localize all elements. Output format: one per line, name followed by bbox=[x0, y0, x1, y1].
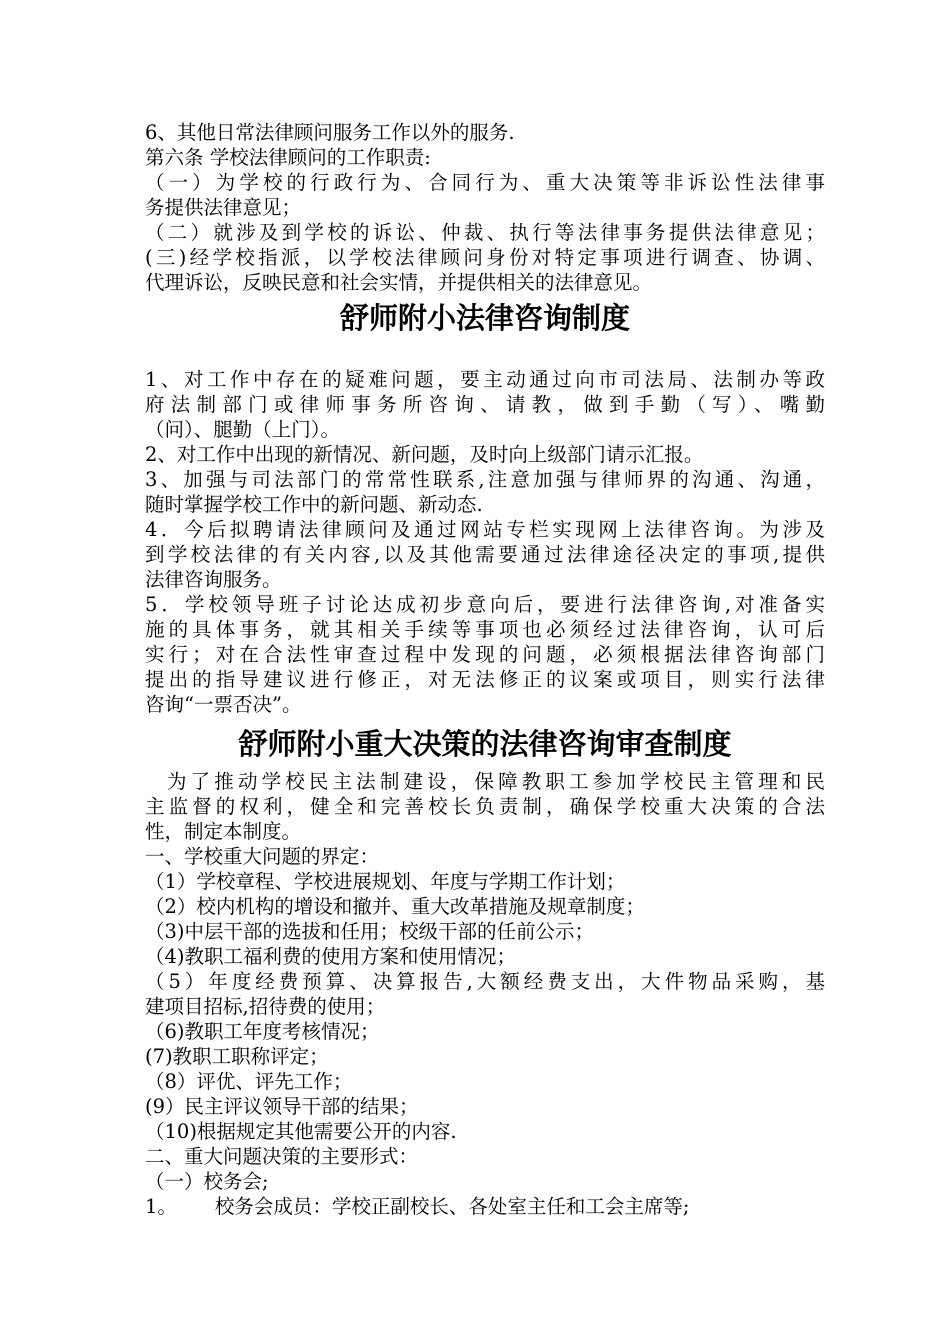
text-line: （问）、腿勤（上门）。 bbox=[145, 418, 341, 441]
text-line: （一）校务会; bbox=[145, 1170, 269, 1193]
spacer bbox=[145, 340, 825, 367]
text-line: (7)教职工职称评定； bbox=[145, 1045, 329, 1068]
text-line: （3)中层干部的选拔和任用；校级干部的任前公示； bbox=[145, 920, 595, 943]
text-line: 建项目招标,招待费的使用； bbox=[145, 995, 386, 1018]
text-line: (9）民主评议领导干部的结果； bbox=[145, 1095, 419, 1118]
text-line: （10)根据规定其他需要公开的内容. bbox=[145, 1120, 457, 1143]
text-line: 主监督的权利，健全和完善校长负责制，确保学校重大决策的合法 bbox=[145, 795, 825, 818]
section-title-review: 舒师附小重大决策的法律咨询审查制度 bbox=[238, 727, 732, 761]
text-line: (三)经学校指派，以学校法律顾问身份对特定事项进行调查、协调、 bbox=[145, 246, 825, 269]
text-line: 2、对工作中出现的新情况、新问题，及时向上级部门请示汇报。 bbox=[145, 443, 704, 466]
text-line: 代理诉讼，反映民意和社会实情，并提供相关的法律意见。 bbox=[145, 271, 653, 294]
text-line: 性，制定本制度。 bbox=[145, 820, 302, 843]
text-line: 到学校法律的有关内容,以及其他需要通过法律途径决定的事项,提供 bbox=[145, 543, 825, 566]
text-line: （8）评优、评先工作； bbox=[145, 1070, 353, 1093]
text-line: 法律咨询服务。 bbox=[145, 568, 282, 591]
text-line: 4．今后拟聘请法律顾问及通过网站专栏实现网上法律咨询。为涉及 bbox=[145, 518, 825, 541]
text-line: 府法制部门或律师事务所咨询、请教，做到手勤（写）、嘴勤 bbox=[145, 393, 825, 416]
text-line: 6、其他日常法律顾问服务工作以外的服务. bbox=[145, 121, 515, 144]
document-body bbox=[145, 120, 825, 1219]
text-line: 一、学校重大问题的界定： bbox=[145, 845, 380, 868]
list-text: 校务会成员：学校正副校长、各处室主任和工会主席等; bbox=[214, 1195, 690, 1218]
text-line: （6)教职工年度考核情况； bbox=[145, 1020, 380, 1043]
text-line: 为了推动学校民主法制建设，保障教职工参加学校民主管理和民 bbox=[167, 770, 825, 793]
text-line: 务提供法律意见； bbox=[145, 196, 302, 219]
text-line: 随时掌握学校工作中的新问题、新动态. bbox=[145, 493, 483, 516]
text-line: （1）学校章程、学校进展规划、年度与学期工作计划； bbox=[145, 870, 626, 893]
text-line: 3、加强与司法部门的常常性联系,注意加强与律师界的沟通、沟通， bbox=[145, 468, 825, 491]
section-title-consult: 舒师附小法律咨询制度 bbox=[339, 301, 630, 335]
text-line: 施的具体事务，就其相关手续等事项也必须经过法律咨询，认可后 bbox=[145, 618, 825, 641]
text-line: （4)教职工福利费的使用方案和使用情况； bbox=[145, 945, 517, 968]
text-line: 1、对工作中存在的疑难问题，要主动通过向市司法局、法制办等政 bbox=[145, 368, 825, 391]
text-line: 实行；对在合法性审查过程中发现的问题，必须根据法律咨询部门 bbox=[145, 643, 825, 666]
list-number: 1。 bbox=[145, 1195, 177, 1218]
text-line: （2）校内机构的增设和撤并、重大改革措施及规章制度； bbox=[145, 895, 645, 918]
text-line: 5．学校领导班子讨论达成初步意向后，要进行法律咨询,对准备实 bbox=[145, 593, 825, 616]
text-line: （一）为学校的行政行为、合同行为、重大决策等非诉讼性法律事 bbox=[145, 171, 825, 194]
text-line: （二）就涉及到学校的诉讼、仲裁、执行等法律事务提供法律意见； bbox=[145, 221, 825, 244]
text-line: 第六条 学校法律顾问的工作职责: bbox=[145, 146, 431, 169]
text-line: （5）年度经费预算、决算报告,大额经费支出，大件物品采购，基 bbox=[145, 970, 825, 993]
text-line: 咨询“一票否决”。 bbox=[145, 693, 302, 716]
text-line bbox=[145, 1194, 825, 1219]
text-line: 提出的指导建议进行修正，对无法修正的议案或项目，则实行法律 bbox=[145, 668, 825, 691]
text-line: 二、重大问题决策的主要形式： bbox=[145, 1145, 419, 1168]
